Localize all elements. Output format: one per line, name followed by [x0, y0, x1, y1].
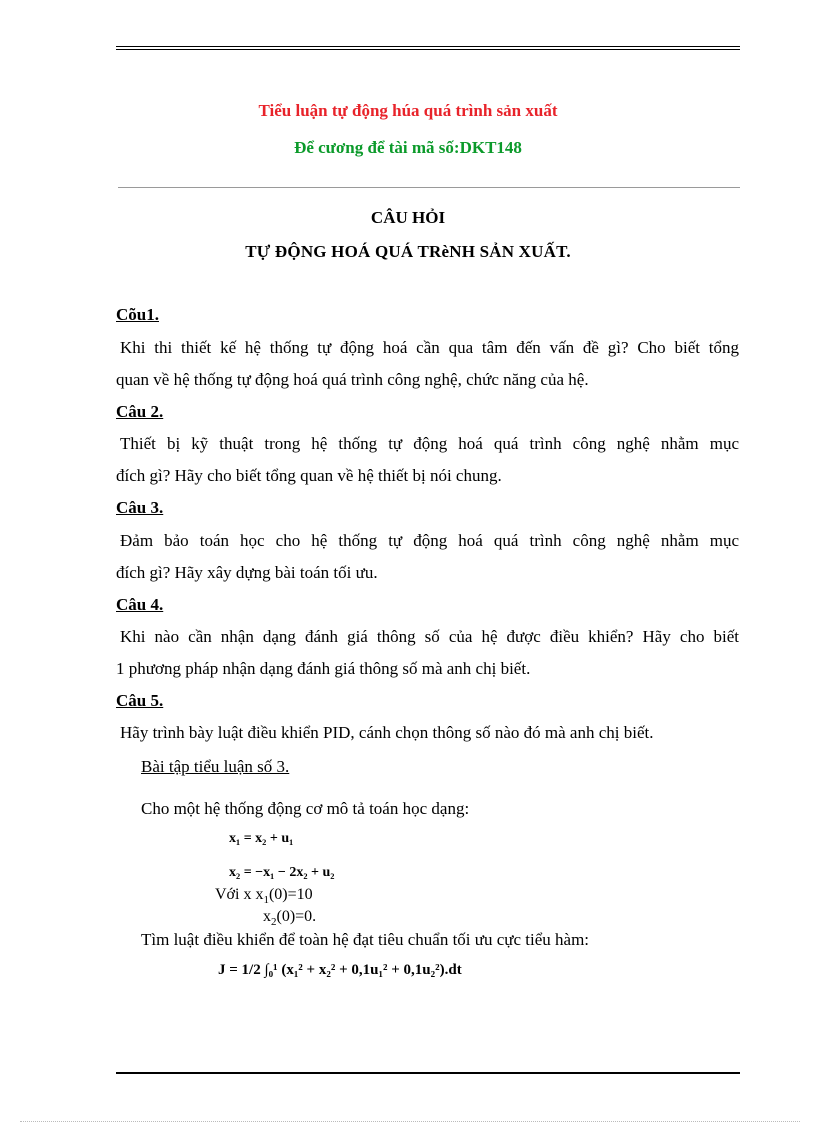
- question-5-label: Câu 5.: [116, 691, 164, 710]
- section-subheading: TỰ ĐỘNG HOÁ QUÁ TRèNH SẢN XUẤT.: [245, 242, 571, 261]
- section-divider: [118, 187, 740, 188]
- equation-1: x₁ = x₂ + u₁: [229, 831, 294, 846]
- initial-condition-1: [215, 886, 313, 906]
- initial-condition-2: [263, 908, 316, 928]
- question-1-text: [116, 332, 739, 396]
- question-2-label: Câu 2.: [116, 402, 164, 421]
- initial-condition-2-subscript: 2: [271, 916, 277, 929]
- question-1-line-2: quan về hệ thống tự động hoá quá trình công nghệ, chức năng của hệ.: [116, 370, 589, 389]
- question-5-text: Hãy trình bày luật điều khiển PID, cánh chọn thông số nào đó mà anh chị biết.: [120, 723, 654, 742]
- header-rule-second: [116, 49, 740, 50]
- initial-condition-prefix: Với x x: [215, 886, 264, 903]
- section-heading: CÂU HỎI: [370, 208, 446, 227]
- question-4-label: Câu 4.: [116, 595, 164, 614]
- question-3-line-2: đích gì? Hãy xây dựng bài toán tối ưu.: [116, 563, 378, 582]
- question-2-text: [116, 428, 739, 492]
- question-3-line-1: Đảm bảo toán học cho hệ thống tự động hoá quá trình công nghệ nhằm mục: [120, 531, 739, 550]
- question-1-line-1: Khi thi thiết kế hệ thống tự động hoá cần qua tâm đến vấn đề gì? Cho biết tổng: [120, 338, 739, 357]
- exercise-title: Bài tập tiểu luận số 3.: [141, 757, 290, 776]
- question-4-line-1: Khi nào cần nhận dạng đánh giá thông số của hệ được điều khiển? Hãy cho biết: [120, 627, 739, 646]
- question-1-label: Cõu1.: [116, 305, 159, 324]
- footer-rule: [116, 1072, 740, 1074]
- question-4-text: [116, 621, 739, 685]
- question-2-line-2: đích gì? Hãy cho biết tổng quan về hệ thiết bị nói chung.: [116, 466, 502, 485]
- document-subtitle: Để cương để tài mã số:DKT148: [294, 138, 522, 157]
- cost-function: J = 1/2 ∫₀¹ (x₁² + x₂² + 0,1u₁² + 0,1u₂²).dt: [218, 962, 462, 978]
- document-title: Tiểu luận tự động húa quá trình sản xuất: [258, 101, 558, 120]
- question-4-line-2: 1 phương pháp nhận dạng đánh giá thông số mà anh chị biết.: [116, 659, 531, 678]
- exercise-intro: Cho một hệ thống động cơ mô tả toán học dạng:: [141, 799, 470, 818]
- question-2-line-1: Thiết bị kỹ thuật trong hệ thống tự động hoá quá trình công nghệ nhằm mục: [120, 434, 739, 453]
- page-edge-dotted-line: [20, 1121, 800, 1122]
- initial-condition-1-value: (0)=10: [268, 886, 313, 903]
- initial-condition-2-variable: x: [263, 908, 271, 925]
- question-3-text: [116, 525, 739, 589]
- initial-condition-2-value: (0)=0.: [276, 908, 317, 925]
- question-3-label: Câu 3.: [116, 498, 164, 517]
- equation-2: x₂ = −x₁ − 2x₂ + u₂: [229, 865, 335, 880]
- exercise-task: Tìm luật điều khiển để toàn hệ đạt tiêu chuẩn tối ưu cực tiểu hàm:: [141, 930, 590, 949]
- header-rule: [116, 46, 740, 47]
- initial-condition-1-subscript: 1: [263, 894, 269, 907]
